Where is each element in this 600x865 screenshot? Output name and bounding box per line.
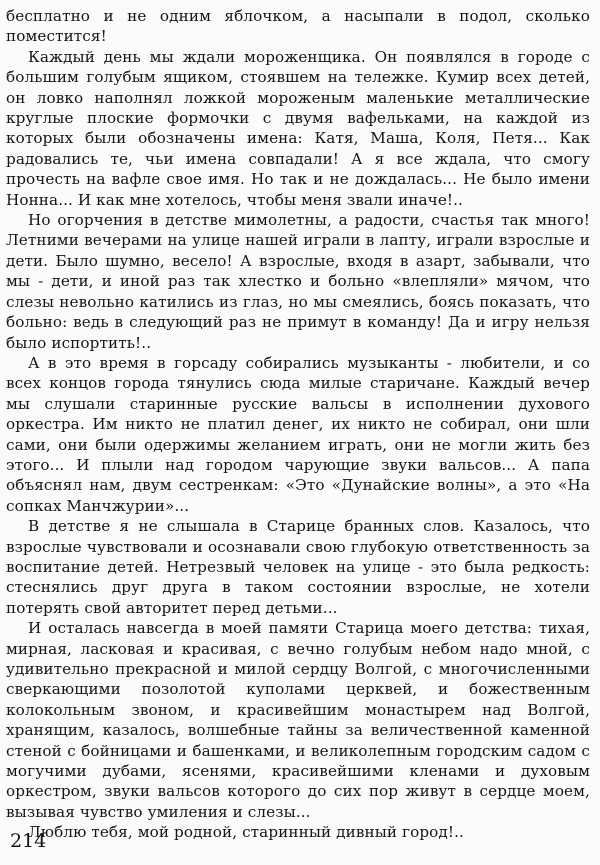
paragraph-no-swearing: В детстве я не слышала в Старице бранных слов. Казалось, что взрослые чувствовали и осознавали свою глубокую ответственность за воспитание детей. Нетрезвый человек на улице - это была редкость: стеснялись друг друга в таком состоянии взрослые, не хотели потерять свой авторитет перед детьми... — [6, 517, 590, 617]
paragraph-lapta-game: Но огорчения в детстве мимолетны, а радости, счастья так много! Летними вечерами на улице нашей играли в лапту, играли взрослые и дети. Было шумно, весело! А взрослые, входя в азарт, забывали, что мы - дети, и иной раз так хлестко и больно «влепляли» мячом, что слезы невольно катились из глаз, но мы смеялись, боясь показать, что больно: ведь в следующий раз не примут в команду! Да и игру нельзя было испортить!.. — [6, 211, 590, 352]
paragraph-continuation: бесплатно и не одним яблочком, а насыпали в подол, сколько поместится! — [6, 7, 590, 46]
paragraph-musicians: А в это время в горсаду собирались музыканты - любители, и со всех концов города тянулись сюда милые старичане. Каждый вечер мы слушали старинные русские вальсы в исполнении духового оркестра. Им никто не платил денег, их никто не собирал, они шли сами, они были одержимы желанием играть, они не могли жить без этого... И плыли над городом чарующие звуки вальсов... А папа объяснял нам, двум сестренкам: «Это «Дунайские волны», а это «На сопках Манчжурии»... — [6, 353, 590, 515]
page-number: 214 — [10, 830, 47, 852]
paragraph-closing: Люблю тебя, мой родной, старинный дивный город!.. — [28, 823, 464, 842]
body-text — [6, 6, 590, 843]
paragraph-staritsa-memory: И осталась навсегда в моей памяти Старица моего детства: тихая, мирная, ласковая и красивая, с вечно голубым небом надо мной, с удивительно прекрасной и милой сердцу Волгой, с многочисленными сверкающими позолотой куполами церквей, и божественным колокольным звоном, и красивейшим монастырем над Волгой, хранящим, казалось, волшебные тайны за величественной каменной стеной с бойницами и башенками, и великолепным городским садом с могучими дубами, ясенями, красивейшими кленами и духовым оркестром, звуки вальсов которого до сих пор живут в сердце моем, вызывая чувство умиления и слезы... — [6, 619, 590, 821]
paragraph-ice-cream: Каждый день мы ждали мороженщика. Он появлялся в городе с большим голубым ящиком, стоявшем на тележке. Кумир всех детей, он ловко наполнял ложкой мороженым маленькие металлические круглые плоские формочки с двумя вафельками, на каждой из которых были обозначены имена: Катя, Маша, Коля, Петя... Как радовались те, чьи имена совпадали! А я все ждала, что смогу прочесть на вафле свое имя. Но так и не дождалась... Не было имени Нонна... И как мне хотелось, чтобы меня звали иначе!.. — [6, 47, 590, 209]
